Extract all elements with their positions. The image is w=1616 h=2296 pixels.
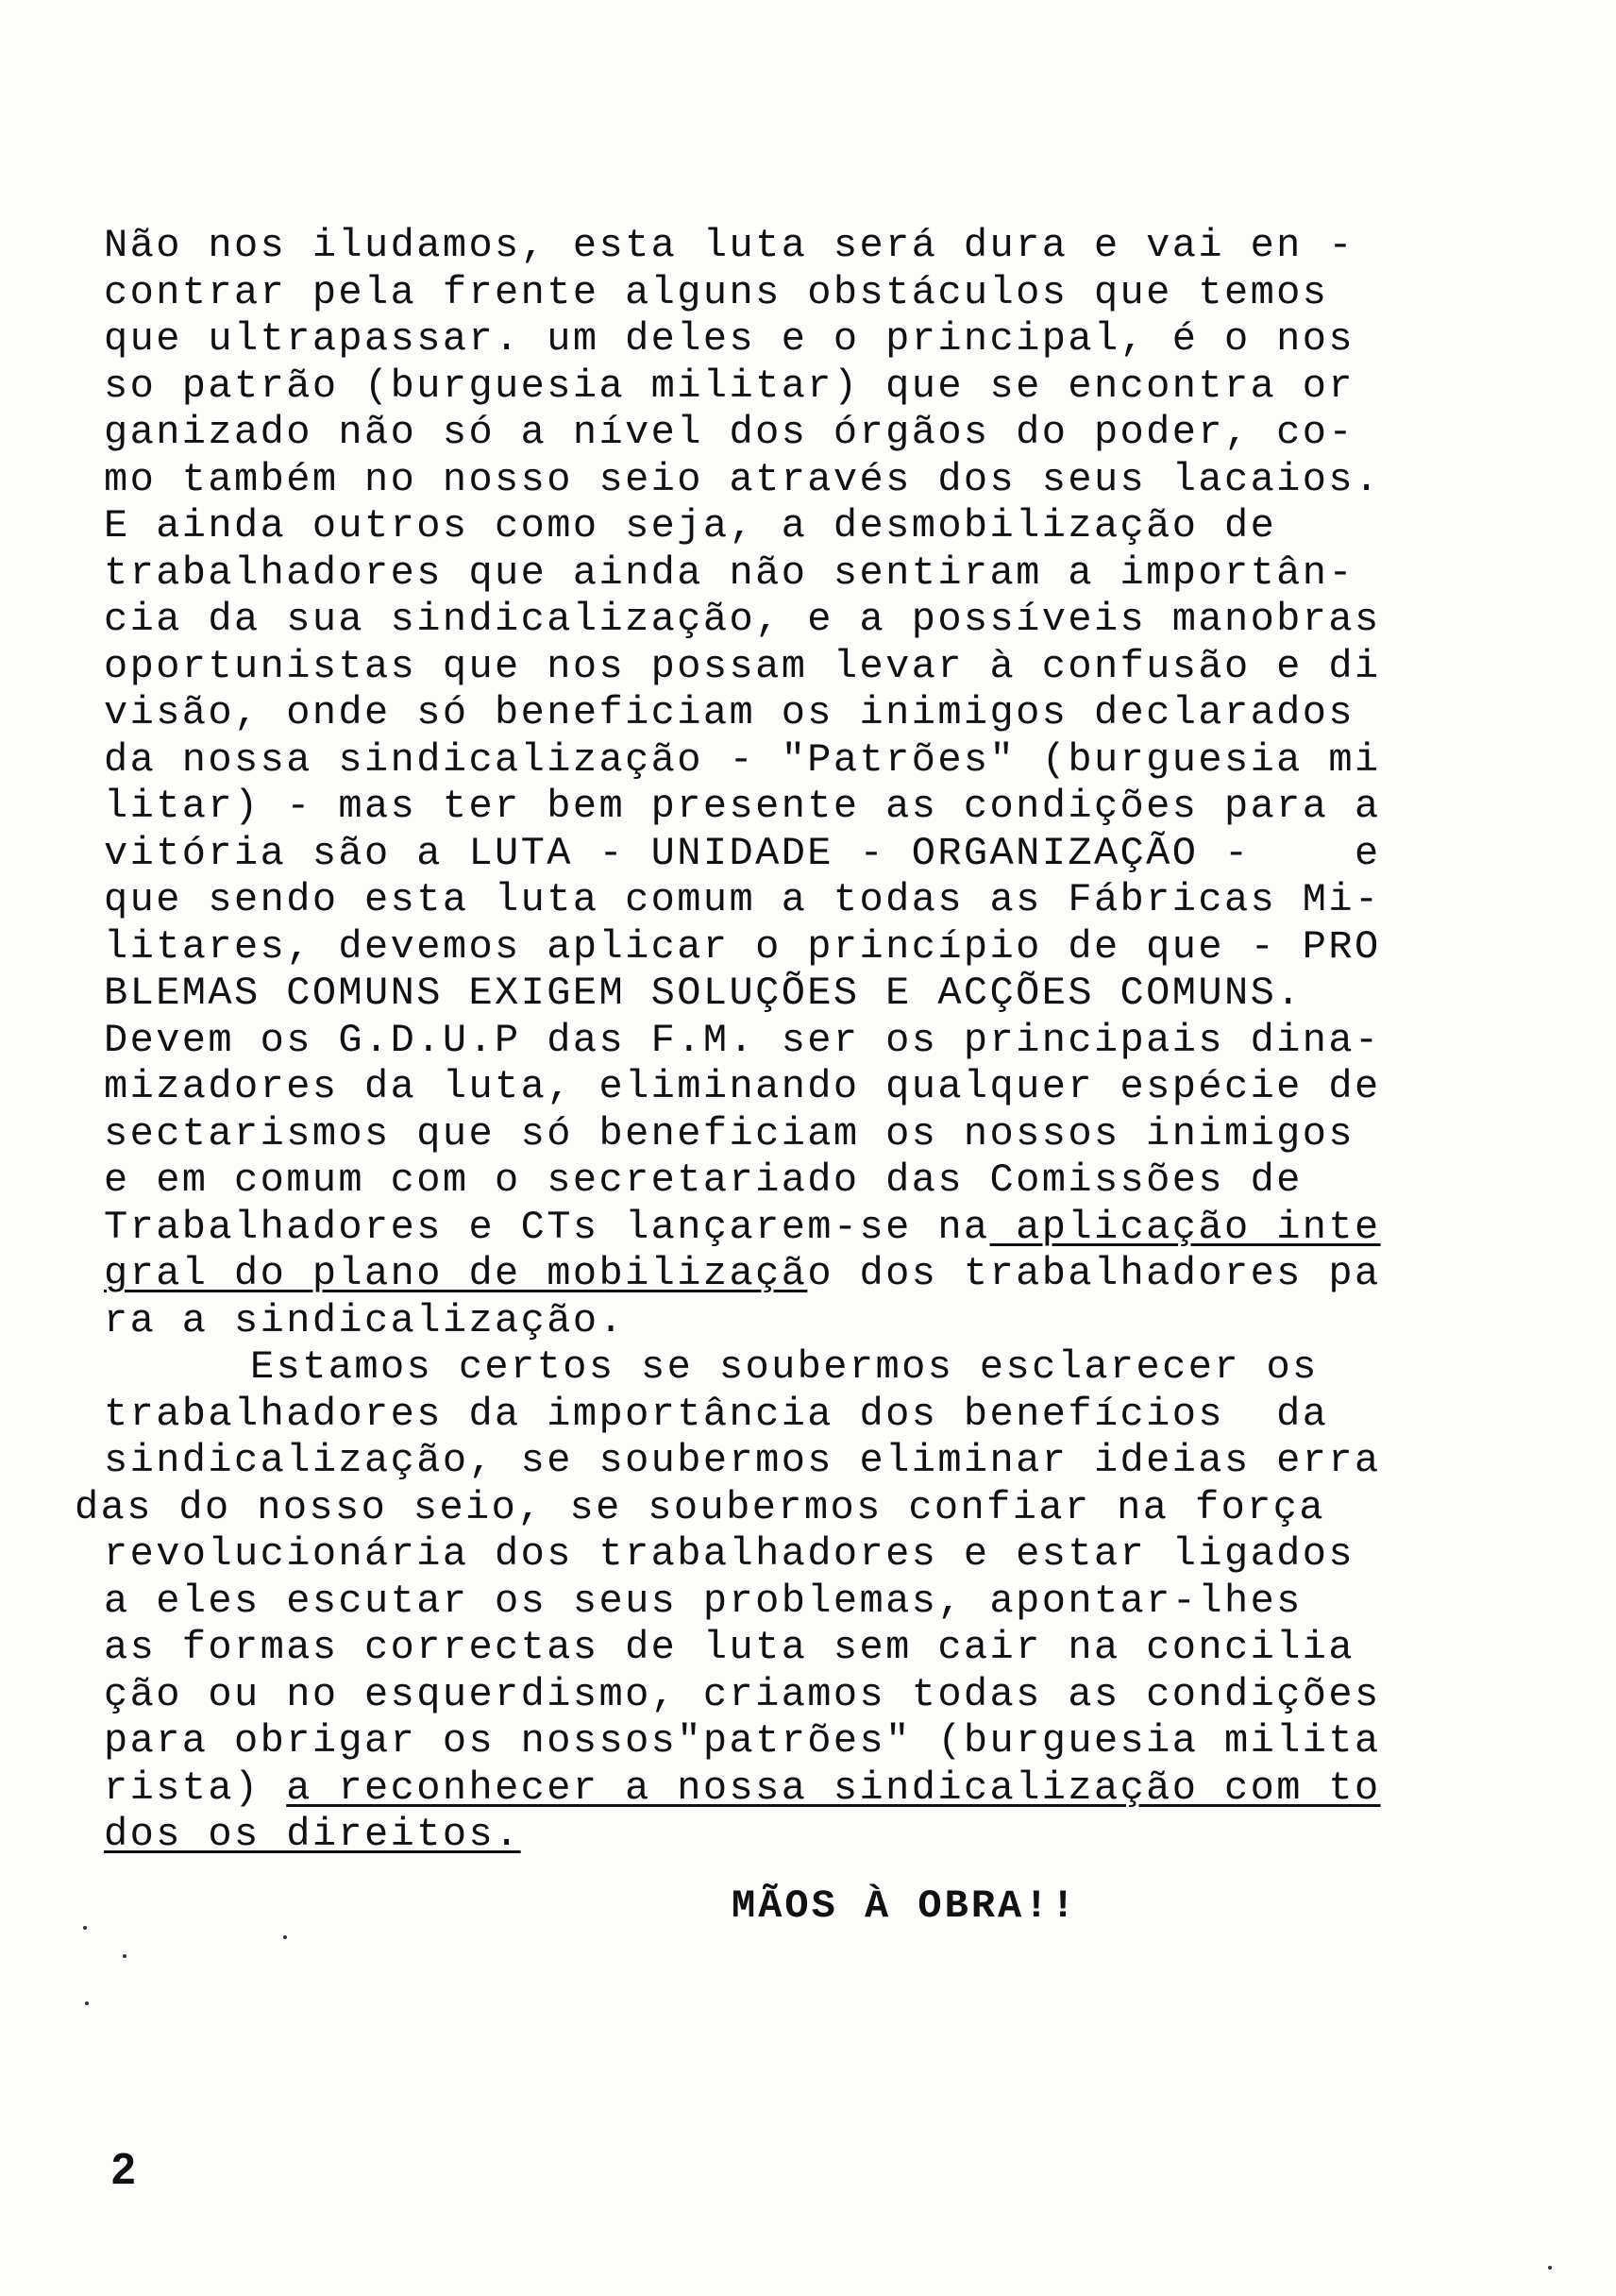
paper-speck [85, 2001, 89, 2005]
text-line: ganizado não só a nível dos órgãos do poder, co- [104, 410, 1355, 455]
paper-speck [123, 1954, 126, 1958]
text-line: para obrigar os nossos"patrões" (burguesia milita [104, 1718, 1381, 1764]
closing-slogan: MÃOS À OBRA!! [732, 1883, 1078, 1929]
text-line: da nossa sindicalização - "Patrões" (burguesia mi [104, 736, 1381, 783]
text-line: revolucionária dos trabalhadores e estar ligados [104, 1531, 1355, 1577]
text-line: so patrão (burguesia militar) que se encontra or [104, 363, 1355, 409]
text-line: trabalhadores que ainda não sentiram a importân- [104, 549, 1355, 596]
text-line: Devem os G.D.U.P das F.M. ser os principais dina- [104, 1017, 1381, 1063]
text-line: gral do plano de mobilização dos trabalhadores pa [104, 1251, 1381, 1296]
text-line: ção ou no esquerdismo, criamos todas as condições [104, 1671, 1381, 1717]
paper-speck [1548, 2266, 1552, 2270]
text-line: mizadores da luta, eliminando qualquer espécie de [104, 1064, 1381, 1109]
text-line: oportunistas que nos possam levar à confusão e di [104, 643, 1381, 689]
text-line: cia da sua sindicalização, e a possíveis manobras [104, 597, 1381, 642]
text-line: contrar pela frente alguns obstáculos que temos [104, 269, 1329, 315]
text-line: das do nosso seio, se soubermos confiar na força [75, 1484, 1325, 1530]
text-line: Estamos certos se soubermos esclarecer os [250, 1344, 1319, 1390]
text-line: trabalhadores da importância dos benefícios da [104, 1391, 1329, 1437]
text-line: litar) - mas ter bem presente as condições para a [104, 784, 1381, 829]
paper-speck [283, 1935, 287, 1939]
text-line: sectarismos que só beneficiam os nossos inimigos [104, 1110, 1355, 1156]
text-line: que sendo esta luta comum a todas as Fábricas Mi- [104, 877, 1381, 922]
text-line: vitória são a LUTA - UNIDADE - ORGANIZAÇÃO - e [104, 830, 1381, 876]
paper-speck [83, 1926, 87, 1930]
text-line: Não nos iludamos, esta luta será dura e vai en - [104, 223, 1355, 268]
text-line: Trabalhadores e CTs lançarem-se na aplicação inte [104, 1204, 1381, 1250]
text-line: a eles escutar os seus problemas, apontar-lhes [104, 1578, 1303, 1624]
text-line: que ultrapassar. um deles e o principal, é o nos [104, 316, 1355, 362]
text-line: visão, onde só beneficiam os inimigos declarados [104, 690, 1355, 735]
text-line: ra a sindicalização. [104, 1297, 626, 1343]
text-line: litares, devemos aplicar o princípio de que - PRO [104, 923, 1381, 970]
text-line: as formas correctas de luta sem cair na concilia [104, 1625, 1355, 1670]
text-line: rista) a reconhecer a nossa sindicalização com to [104, 1764, 1381, 1811]
text-line: BLEMAS COMUNS EXIGEM SOLUÇÕES E ACÇÕES COMUNS. [104, 971, 1303, 1016]
text-line: mo também no nosso seio através dos seus lacaios. [104, 456, 1381, 502]
body-text [75, 223, 1539, 1859]
text-line: E ainda outros como seja, a desmobilização de [104, 503, 1277, 549]
text-line: dos os direitos. [104, 1812, 521, 1857]
page-number: 2 [111, 2144, 136, 2193]
text-line: sindicalização, se soubermos eliminar ideias erra [104, 1438, 1381, 1483]
text-line: e em comum com o secretariado das Comissões de [104, 1157, 1303, 1203]
